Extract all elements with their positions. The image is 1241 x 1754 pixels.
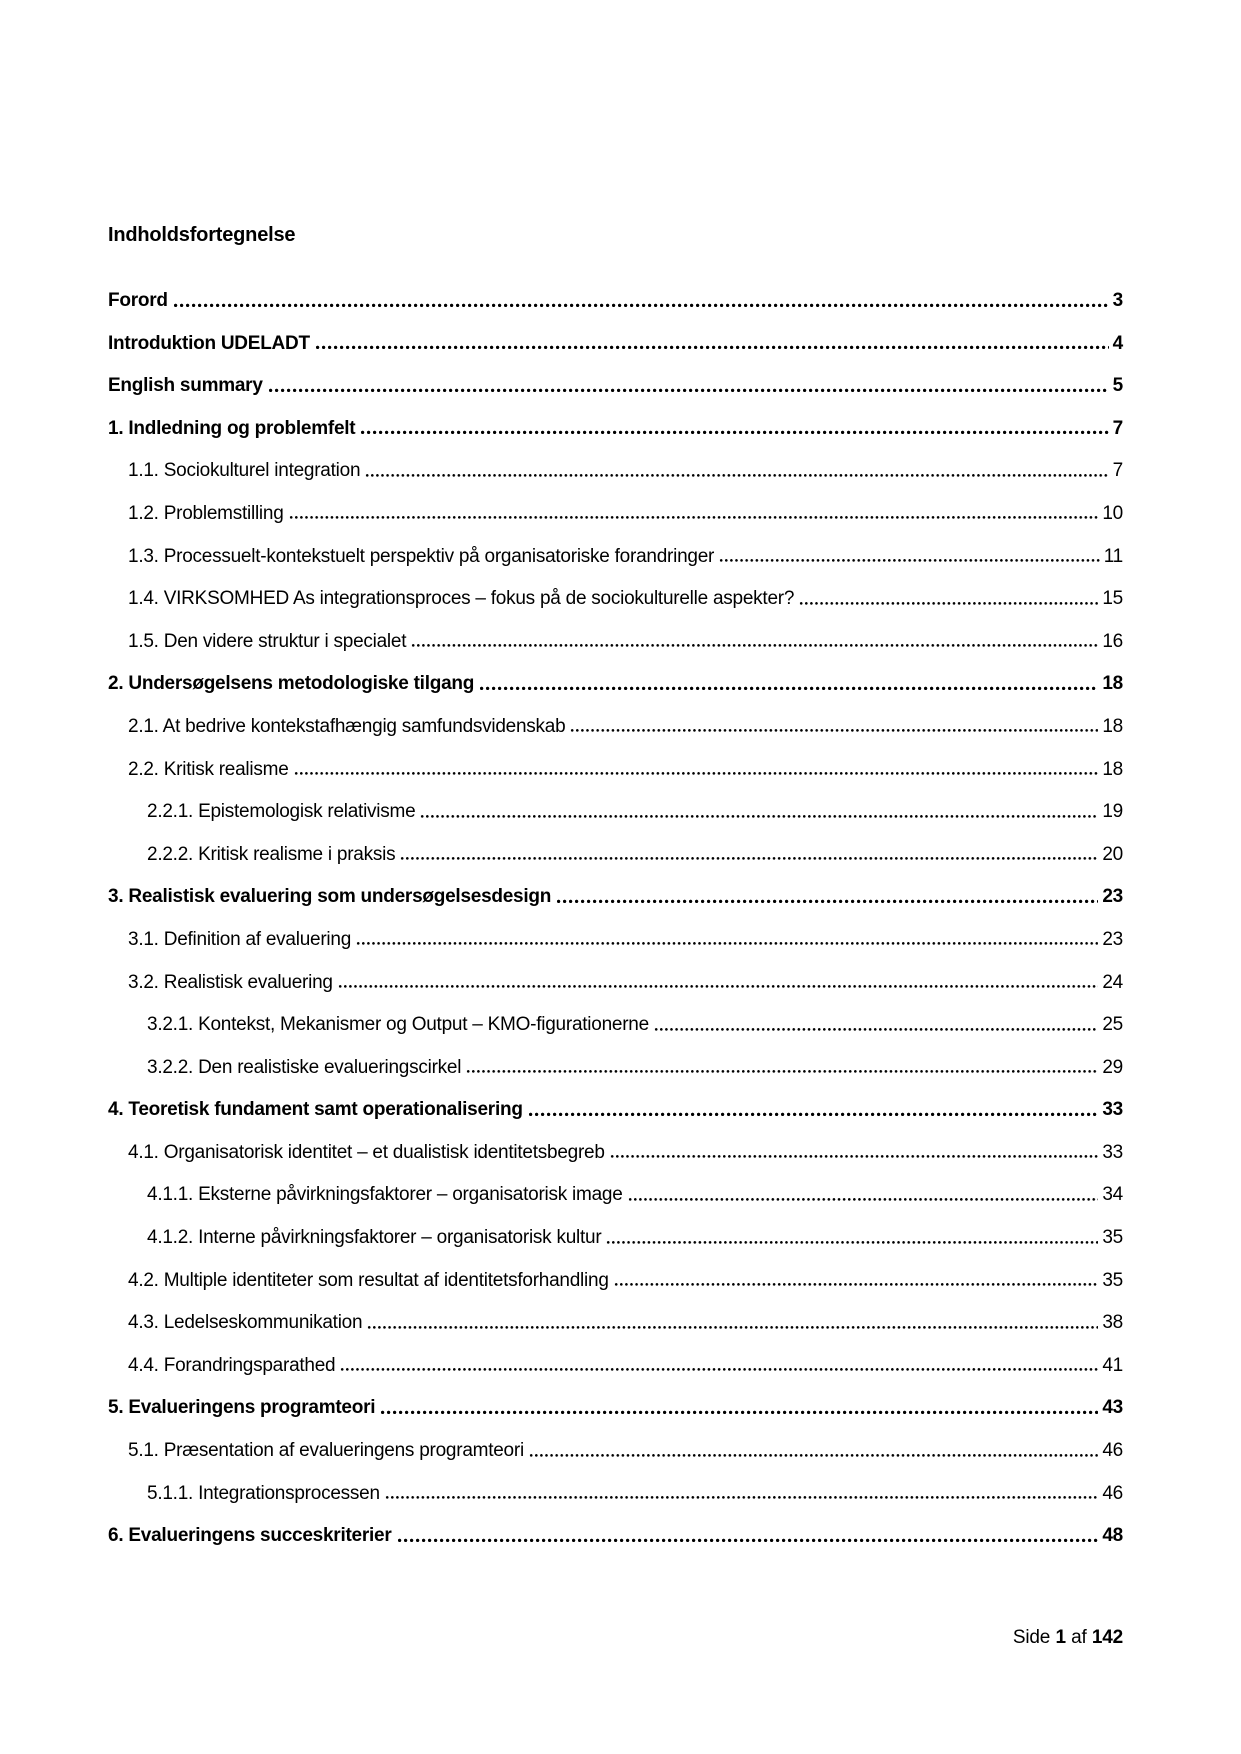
toc-entry-page-number: 35 <box>1102 1227 1123 1249</box>
dot-leader <box>338 984 1099 989</box>
toc-entry-label: 4.2. Multiple identiteter som resultat af identitetsforhandling <box>128 1269 609 1291</box>
toc-entry[interactable] <box>108 1182 1123 1208</box>
toc-entry[interactable] <box>108 1012 1123 1038</box>
document-page <box>108 0 1123 1566</box>
toc-entry[interactable] <box>108 416 1123 442</box>
toc-entry-page-number: 7 <box>1112 417 1123 439</box>
toc-entry[interactable] <box>108 1353 1123 1379</box>
dot-leader <box>420 814 1098 819</box>
toc-entry-page-number: 16 <box>1102 630 1123 652</box>
toc-entry[interactable] <box>108 714 1123 740</box>
toc-entry[interactable] <box>108 1481 1123 1507</box>
toc-entry[interactable] <box>108 884 1123 910</box>
toc-entry[interactable] <box>108 1523 1123 1549</box>
dot-leader <box>289 515 1099 520</box>
toc-entry[interactable] <box>108 1310 1123 1336</box>
dot-leader <box>606 1240 1098 1245</box>
toc-entry[interactable] <box>108 1140 1123 1166</box>
toc-entry[interactable] <box>108 1395 1123 1421</box>
toc-entry[interactable] <box>108 501 1123 527</box>
toc-entry-label: 4.3. Ledelseskommunikation <box>128 1312 363 1334</box>
toc-entry-label: 1.4. VIRKSOMHED As integrationsproces – fokus på de sociokulturelle aspekter? <box>128 588 795 610</box>
toc-entry-label: 1.5. Den videre struktur i specialet <box>128 630 407 652</box>
toc-entry-label: 1.3. Processuelt-kontekstuelt perspektiv på organisatoriske forandringer <box>128 545 715 567</box>
toc-entry-page-number: 19 <box>1102 801 1123 823</box>
toc-entry[interactable] <box>108 1097 1123 1123</box>
dot-leader <box>365 473 1108 478</box>
toc-entry-page-number: 5 <box>1112 375 1123 397</box>
toc-entry[interactable] <box>108 586 1123 612</box>
toc-entry[interactable] <box>108 842 1123 868</box>
toc-entry-label: 3.2.2. Den realistiske evalueringscirkel <box>147 1056 462 1078</box>
toc-entry-page-number: 4 <box>1112 332 1123 354</box>
toc-entry-page-number: 43 <box>1102 1397 1123 1419</box>
toc-entry-label: Forord <box>108 290 168 311</box>
dot-leader <box>380 1410 1098 1415</box>
toc-entry-page-number: 35 <box>1102 1269 1123 1291</box>
toc-entry-label: 2.2. Kritisk realisme <box>128 758 289 780</box>
toc-entry-page-number: 46 <box>1102 1482 1123 1504</box>
toc-entry-label: English summary <box>108 375 263 397</box>
toc-entry[interactable] <box>108 331 1123 357</box>
toc-entry-label: 1.1. Sociokulturel integration <box>128 460 361 482</box>
toc-entry-page-number: 25 <box>1102 1014 1123 1036</box>
toc-entry-label: 3. Realistisk evaluering som undersøgelsesdesign <box>108 886 552 908</box>
toc-entry-label: 3.2. Realistisk evaluering <box>128 971 333 993</box>
dot-leader <box>367 1325 1098 1330</box>
toc-entry-page-number: 10 <box>1102 502 1123 524</box>
toc-entry[interactable] <box>108 757 1123 783</box>
toc-entry-label: 1. Indledning og problemfelt <box>108 417 356 439</box>
footer-of-label: af <box>1071 1627 1087 1648</box>
toc-entry[interactable] <box>108 927 1123 953</box>
toc-entry-page-number: 18 <box>1102 715 1123 737</box>
toc-entry-page-number: 23 <box>1102 886 1123 908</box>
dot-leader <box>466 1069 1098 1074</box>
toc-entry-page-number: 3 <box>1112 290 1123 311</box>
dot-leader <box>268 388 1109 393</box>
toc-entry-page-number: 18 <box>1102 673 1123 695</box>
footer-current-page: 1 <box>1055 1627 1066 1648</box>
dot-leader <box>400 856 1098 861</box>
toc-entry-label: 5.1.1. Integrationsprocessen <box>147 1482 380 1504</box>
toc-entry-label: 2.2.1. Epistemologisk relativisme <box>147 801 416 823</box>
dot-leader <box>610 1154 1099 1159</box>
dot-leader <box>529 1453 1098 1458</box>
toc-entry-page-number: 18 <box>1102 758 1123 780</box>
toc-entry-page-number: 46 <box>1102 1440 1123 1462</box>
page-title: Indholdsfortegnelse <box>108 224 296 246</box>
toc-entry-page-number: 23 <box>1102 928 1123 950</box>
toc-entry-label: 4. Teoretisk fundament samt operationalisering <box>108 1099 523 1121</box>
dot-leader <box>315 345 1109 350</box>
toc-entry[interactable] <box>108 458 1123 484</box>
toc-entry[interactable] <box>108 970 1123 996</box>
toc-entry-page-number: 29 <box>1102 1056 1123 1078</box>
dot-leader <box>528 1112 1099 1117</box>
toc-entry[interactable] <box>108 1268 1123 1294</box>
toc-entry[interactable] <box>108 629 1123 655</box>
toc-entry[interactable] <box>108 1438 1123 1464</box>
dot-leader <box>360 430 1108 435</box>
toc-entry-page-number: 11 <box>1103 545 1123 567</box>
toc-entry-label: 1.2. Problemstilling <box>128 502 284 524</box>
footer-side-label: Side <box>1012 1627 1051 1648</box>
toc-entry-label: 4.1.2. Interne påvirkningsfaktorer – organisatorisk kultur <box>147 1227 602 1249</box>
toc-entry-label: Introduktion UDELADT <box>108 332 310 354</box>
toc-entry-page-number: 34 <box>1102 1184 1123 1206</box>
toc-entry-label: 5. Evalueringens programteori <box>108 1397 376 1419</box>
dot-leader <box>614 1282 1099 1287</box>
toc-entry-page-number: 24 <box>1102 971 1123 993</box>
dot-leader <box>570 728 1098 733</box>
toc-entry-label: 4.1.1. Eksterne påvirkningsfaktorer – organisatorisk image <box>147 1184 623 1206</box>
toc-entry-label: 5.1. Præsentation af evalueringens programteori <box>128 1440 524 1462</box>
dot-leader <box>173 303 1109 308</box>
toc-entry[interactable] <box>108 1055 1123 1081</box>
toc-entry-page-number: 7 <box>1112 460 1123 482</box>
toc-entry-page-number: 15 <box>1102 588 1123 610</box>
dot-leader <box>294 771 1099 776</box>
toc-entry-label: 4.4. Forandringsparathed <box>128 1354 336 1376</box>
page-footer <box>1013 1626 1123 1650</box>
dot-leader <box>628 1197 1099 1202</box>
toc-entry-label: 2. Undersøgelsens metodologiske tilgang <box>108 673 475 695</box>
toc-entry[interactable] <box>108 373 1123 399</box>
dot-leader <box>397 1538 1099 1543</box>
toc-entry[interactable] <box>108 288 1123 314</box>
dot-leader <box>340 1367 1098 1372</box>
toc-entry-page-number: 48 <box>1102 1525 1123 1547</box>
toc-entry-label: 2.2.2. Kritisk realisme i praksis <box>147 843 396 865</box>
toc-entry-label: 6. Evalueringens succeskriterier <box>108 1525 392 1547</box>
toc-entry[interactable] <box>108 671 1123 697</box>
toc-entry-page-number: 41 <box>1102 1354 1123 1376</box>
dot-leader <box>556 899 1098 904</box>
toc-entry-page-number: 20 <box>1102 843 1123 865</box>
dot-leader <box>356 941 1098 946</box>
toc-entry[interactable] <box>108 1225 1123 1251</box>
dot-leader <box>479 686 1098 691</box>
toc-entry-label: 3.2.1. Kontekst, Mekanismer og Output – KMO-figurationerne <box>147 1014 649 1036</box>
toc-entry-label: 4.1. Organisatorisk identitet – et dualistisk identitetsbegreb <box>128 1141 605 1163</box>
toc-entry[interactable] <box>108 799 1123 825</box>
table-of-contents <box>108 288 1123 1549</box>
dot-leader <box>385 1495 1099 1500</box>
toc-entry-label: 2.1. At bedrive kontekstafhængig samfundsvidenskab <box>128 715 566 737</box>
toc-entry-label: 3.1. Definition af evaluering <box>128 928 352 950</box>
footer-total-pages: 142 <box>1091 1627 1123 1648</box>
dot-leader <box>719 558 1100 563</box>
dot-leader <box>799 601 1098 606</box>
dot-leader <box>411 643 1098 648</box>
dot-leader <box>654 1027 1098 1032</box>
toc-entry-page-number: 33 <box>1102 1141 1123 1163</box>
toc-entry-page-number: 38 <box>1102 1312 1123 1334</box>
toc-entry-page-number: 33 <box>1102 1099 1123 1121</box>
toc-entry[interactable] <box>108 544 1123 570</box>
